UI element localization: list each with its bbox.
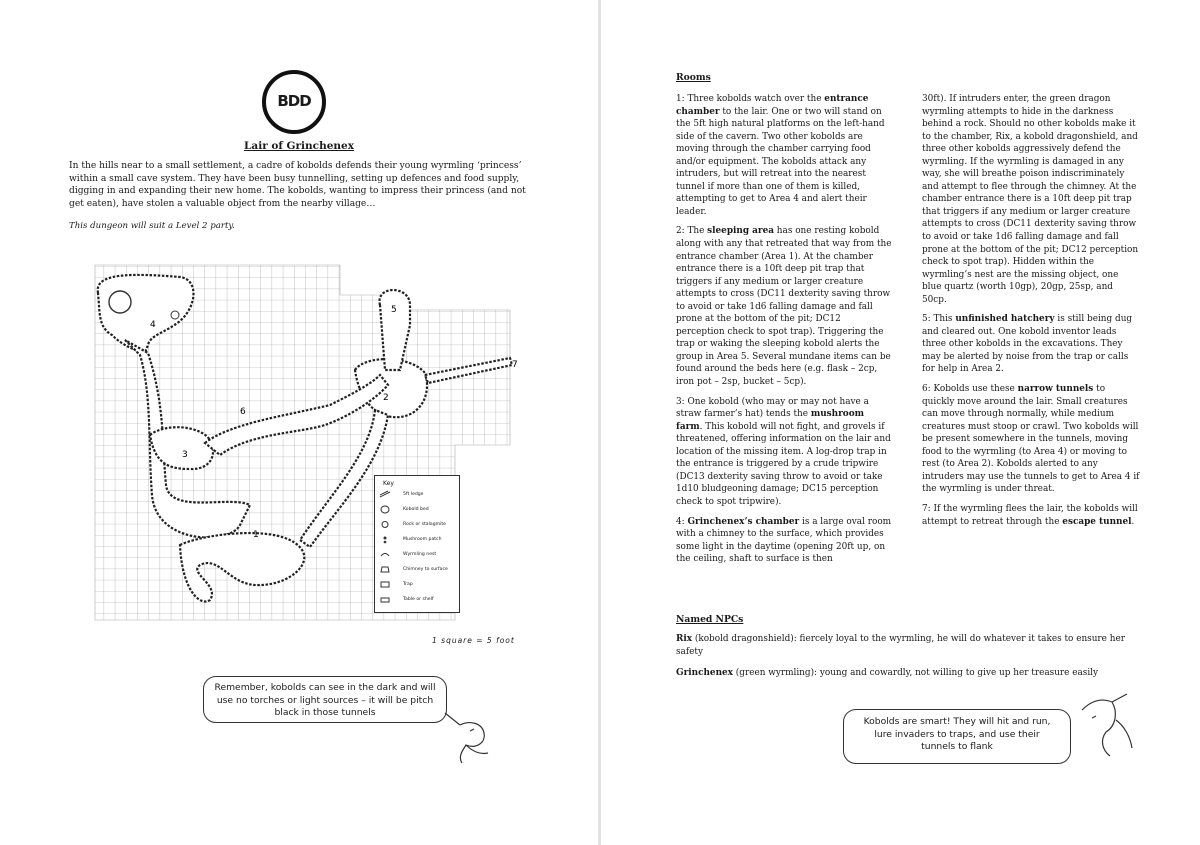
rooms-column-1 [676,93,892,573]
room-text: has one resting kobold along with any that retreated that way from the entrance chamber (Area 1). At the chamber entrance there is a 10ft deep pit trap that triggers if any medium or larger creature attempts to cross (DC11 dexterity saving throw to avoid or take 1d6 falling damage and fall prone at the bottom of the pit; DC12 perception check to spot trap). Triggering the trap or waking the sleeping kobold alerts the group in Area 5. Several mundane items can be found around the beds here (e.g. flask – 2cp, iron pot – 2sp, bucket – 5cp). [676,226,892,388]
kobold-sketch [440,705,500,765]
room-text: 3: One kobold (who may or may not have a straw farmer’s hat) tends the [676,396,869,420]
rock-icon [379,520,391,529]
room-text: 30ft). If intruders enter, the green dragon wyrmling attempts to hide in the darkness behind a rock. Should no other kobolds make it to the chamber, Rix, a kobold dragonshield, and three other kobolds aggressively defend the wyrmling. If the wyrmling is damaged in any way, she will breathe poison indiscriminately and attempt to flee through the chimney. At the chamber entrance there is a 10ft deep pit trap that triggers if any medium or larger creature attempts to cross (DC11 dexterity saving throw to avoid or take 1d6 falling damage and fall prone at the bottom of the pit; DC12 perception check to spot trap). Hidden within the wyrmling’s nest are the missing object, one blue quartz (worth 10gp), 20gp, 25sp, and 50cp. [922,94,1139,305]
key-label: Kobold bed [403,507,429,512]
room-text: 7: If the wyrmling flees the lair, the kobolds will attempt to retreat through the [922,503,1138,527]
table-icon [379,595,391,604]
key-label: Wyrmling nest [403,552,437,557]
npc-entry [676,633,1126,659]
room-name: unfinished hatchery [955,314,1055,325]
rooms-column-2 [922,93,1140,535]
map-key [374,475,460,613]
key-row [379,580,459,590]
party-level-note: This dungeon will suit a Level 2 party. [69,221,235,231]
room-label-1: 1 [253,530,259,540]
room-name: entrance chamber [676,94,869,117]
npc-description: (green wyrmling): young and cowardly, not willing to give up her treasure easily [732,668,1099,678]
dungeon-map [70,255,530,630]
room-description [676,516,892,566]
left-tip-bubble [203,676,447,723]
npc-name: Rix [676,634,693,644]
key-row [379,490,459,500]
npcs-heading: Named NPCs [676,614,744,625]
room-label-7: 7 [512,360,518,370]
room-text: is still being dug and cleared out. One kobold inventor leads three other kobolds in the excavations. They may be alerted by noise from the trap or calls for help in Area 2. [922,314,1133,375]
npc-description: (kobold dragonshield): fiercely loyal to the wyrmling, he will do whatever it takes to ensure her safety [676,634,1125,657]
key-title: Key [383,480,394,487]
key-label: Table or shelf [403,597,434,602]
room-label-6: 6 [240,407,246,417]
room-description [676,93,892,218]
chimney-icon [379,565,391,574]
room-text: 1: Three kobolds watch over the [676,94,825,104]
nest-icon [379,550,391,559]
npc-name: Grinchenex [676,668,733,678]
key-row [379,505,459,515]
room-description [922,313,1140,376]
room-label-3: 3 [182,450,188,460]
bdd-logo [262,70,326,134]
map-scale: 1 square = 5 foot [432,636,515,645]
key-label: Chimney to surface [403,567,448,572]
room-text: 2: The [676,226,708,237]
key-row [379,535,459,545]
key-label: Trap [403,582,413,587]
right-tip-bubble [843,709,1071,764]
key-label: 5ft ledge [403,492,424,497]
left-page [0,0,598,845]
intro-paragraph: In the hills near to a small settlement, a cadre of kobolds defends their young wyrmling ‘princess’ within a small cave system. They have been busy tunnelling, setting up defences and food supply, digging in and expanding their new home. The kobolds, wanting to impress their princess (and not get eaten), have stolen a valuable object from the nearby village… [69,161,526,209]
room-name: sleeping area [707,226,774,237]
key-row [379,565,459,575]
room-name: escape tunnel [1062,516,1132,527]
rooms-heading: Rooms [676,72,711,83]
room-text: . This kobold will not fight, and grovels if threatened, offering information on the lair and location of the missing item. A log-drop trap in the entrance is triggered by a crude tripwire (DC13 dexterity saving throw to avoid or take 1d10 bludgeoning damage; DC15 perception check to spot tripwire). [676,421,891,507]
key-row [379,520,459,530]
room-name: Grinchenex’s chamber [687,516,800,527]
room-text: 4: [676,516,688,527]
room-text: to the lair. One or two will stand on the 5ft high natural platforms on the left-hand side of the cavern. Two other kobolds are moving through the chamber carrying food and/or equipment. The kobolds attack any intruders, but will retreat into the nearest tunnel if more than one of them is killed, attempting to get to Area 4 and alert their leader. [676,106,885,217]
ledge-icon [379,490,391,499]
room-name: narrow tunnels [1017,384,1094,395]
right-tip-text: Kobolds are smart! They will hit and run, lure invaders to traps, and use their tunnels to flank [863,716,1051,752]
trap-icon [379,580,391,589]
room-description [676,396,892,509]
room-description [922,383,1140,496]
mushroom-icon [379,535,391,544]
room-label-2: 2 [383,393,389,403]
room-text: 6: Kobolds use these [922,384,1018,395]
room-text: is a large oval room with a chimney to the surface, which provides some light in the daytime (opening 20ft up, on the ceiling, shaft to surface is then [676,516,892,565]
key-row [379,550,459,560]
room-text: . [1131,516,1135,527]
room-description [922,503,1140,528]
dungeon-title: Lair of Grinchenex [244,140,354,152]
room-name: mushroom farm [676,409,865,432]
room-description [922,93,1140,306]
key-row [379,595,459,605]
room-text: 5: This [922,314,956,325]
room-label-5: 5 [391,305,397,315]
key-label: Mushroom patch [403,537,442,542]
left-tip-text: Remember, kobolds can see in the dark and will use no torches or light sources – it will be pitch black in those tunnels [214,682,436,718]
bed-icon [379,505,391,514]
npc-list [676,633,1126,688]
room-text: to quickly move around the lair. Small creatures can move through normally, while medium creatures must stoop or crawl. Two kobolds will be present somewhere in the tunnels, moving food to the wyrmling (to Area 4) or moving to rest (to Area 2). Kobolds alerted to any intruders may use the tunnels to get to Area 4 if the wyrmling is under threat. [922,384,1140,495]
dragon-sketch [1072,690,1142,760]
key-label: Rock or stalagmite [403,522,446,527]
room-description [676,225,892,388]
npc-entry [676,667,1126,680]
logo-text: BDD [277,92,311,110]
room-label-4: 4 [150,320,156,330]
